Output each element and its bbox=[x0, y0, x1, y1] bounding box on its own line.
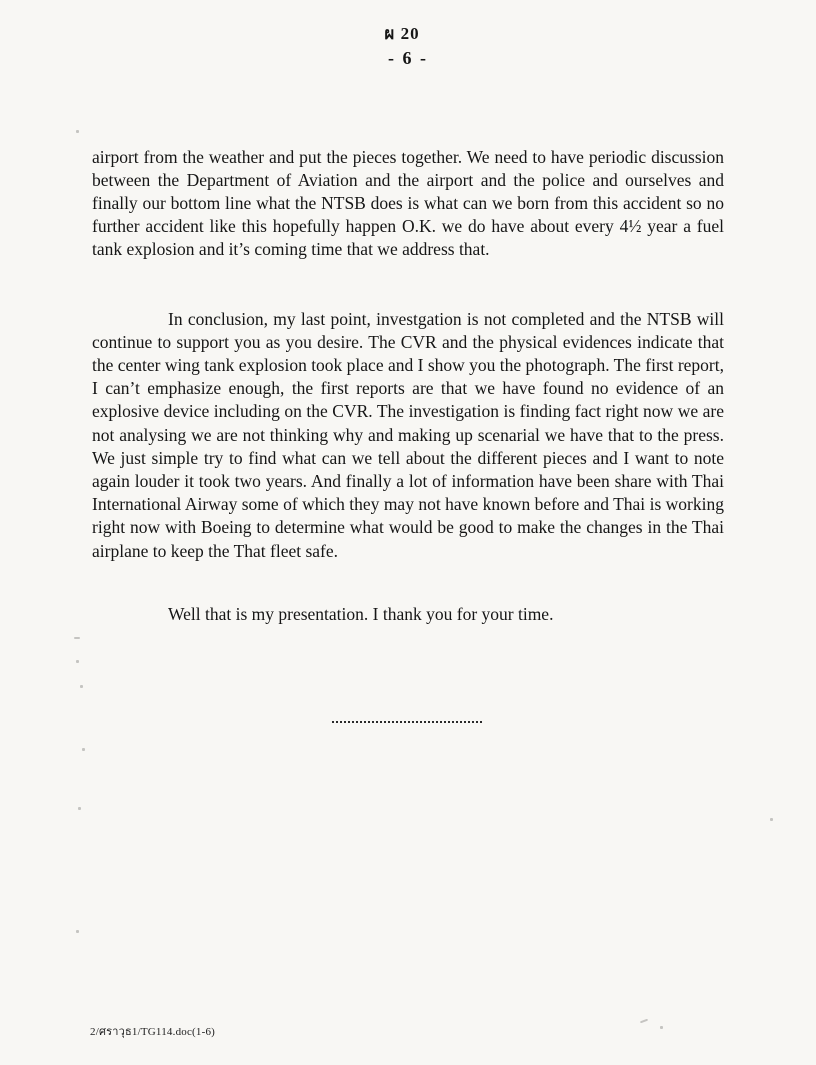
scan-artifact bbox=[770, 818, 773, 821]
scan-artifact bbox=[660, 1026, 663, 1029]
scan-artifact bbox=[78, 807, 81, 810]
footer-file-reference: 2/ศราวุธ1/TG114.doc(1-6) bbox=[90, 1026, 216, 1038]
document-tag: ผ 20 bbox=[384, 24, 420, 43]
paragraph-conclusion: In conclusion, my last point, investgation is not completed and the NTSB will continue to support you as you desire. The CVR and the physical evidences indicate that the center wing tank explosion took place and I show you the photograph. The first report, I can’t emphasize enough, the first reports are that we have found no evidence of an explosive device including on the CVR. The investigation is finding fact right now we are not analysing we are not thinking why and making up scenarial we have that to the press. We just simple try to find what can we tell about the different pieces and I want to note again louder it took two years. And finally a lot of information have been share with Thai International Airway some of which they may not have known before and Thai is working right now with Boeing to determine what would be good to make the changes in the Thai airplane to keep the That fleet safe. bbox=[92, 308, 724, 561]
scan-artifact bbox=[76, 660, 79, 663]
scan-artifact bbox=[76, 130, 79, 133]
scan-artifact bbox=[74, 637, 80, 639]
scan-artifact bbox=[80, 685, 83, 688]
scan-artifact bbox=[82, 748, 85, 751]
scan-artifact bbox=[76, 930, 79, 933]
paragraph-closing: Well that is my presentation. I thank you for your time. bbox=[168, 603, 554, 624]
scan-artifact bbox=[640, 1019, 648, 1024]
paragraph-airport-weather: airport from the weather and put the pieces together. We need to have periodic discussion between the Department of Aviation and the airport and the police and ourselves and finally our bottom line what the NTSB does is what can we born from this accident so no further accident like this hopefully happen O.K. we do have about every 4½ year a fuel tank explosion and it’s coming time that we address that. bbox=[92, 146, 724, 260]
end-divider-line bbox=[332, 721, 482, 723]
page-number: - 6 - bbox=[388, 48, 428, 68]
page-header bbox=[0, 22, 816, 70]
